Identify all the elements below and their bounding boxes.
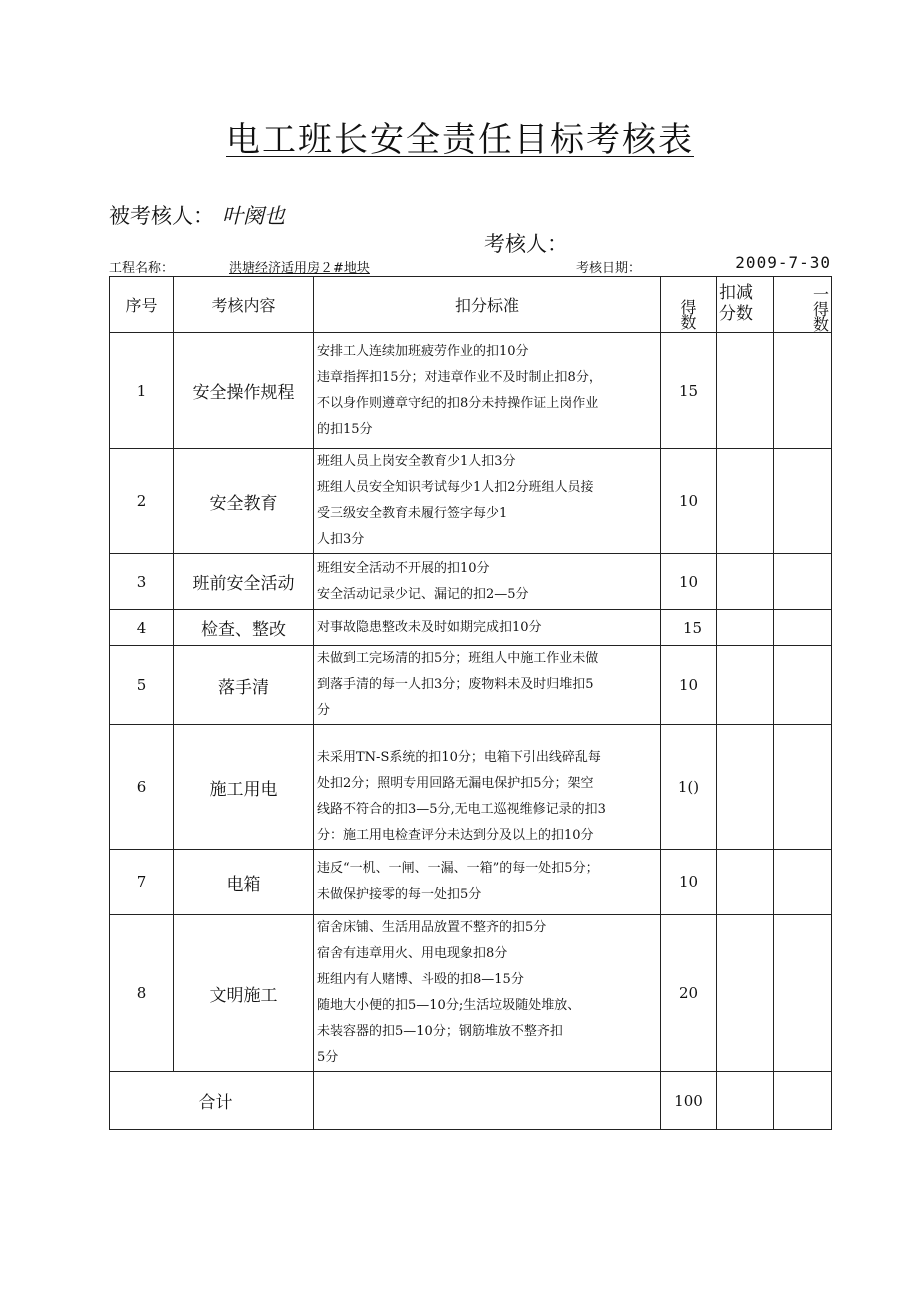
criteria-line: 违反“一机、一闸、一漏、一箱”的每一处扣5分； — [317, 861, 599, 876]
criteria-line: 人扣3分 — [317, 532, 365, 547]
row-actual-cell — [774, 725, 832, 850]
assessment-table — [109, 276, 832, 1130]
row-content: 电箱 — [174, 850, 314, 915]
row-seq: 6 — [110, 725, 174, 850]
row-score: 15 — [661, 333, 717, 449]
header-deduct-line1: 扣减 — [719, 283, 753, 303]
header-score-line2: 数 — [680, 313, 697, 332]
criteria-line: 未采用TN-S系统的扣10分；电箱下引出线碎乱每 — [317, 750, 601, 765]
table-row — [110, 554, 832, 610]
row-seq: 8 — [110, 915, 174, 1072]
row-content: 文明施工 — [174, 915, 314, 1072]
criteria-line: 班组内有人赌博、斗殴的扣8—15分 — [317, 972, 524, 987]
criteria-line: 处扣2分；照明专用回路无漏电保护扣5分；架空 — [317, 776, 594, 791]
row-criteria — [314, 449, 661, 554]
criteria-line: 受三级安全教育未履行签字每少1 — [317, 506, 508, 521]
criteria-line: 班组安全活动不开展的扣10分 — [317, 560, 490, 576]
header-deduct — [717, 277, 774, 333]
total-actual-cell — [774, 1072, 832, 1130]
criteria-line: 未做到工完场清的扣5分；班组人中施工作业未做 — [317, 651, 599, 666]
criteria-line: 5分 — [317, 1050, 339, 1065]
row-actual-cell — [774, 610, 832, 646]
header-content: 考核内容 — [174, 277, 314, 333]
criteria-line: 安全活动记录少记、漏记的扣2—5分 — [317, 586, 529, 602]
criteria-line: 到落手清的每一人扣3分；废物料未及时归堆扣5 — [317, 677, 594, 692]
table-row — [110, 333, 832, 449]
row-deduct-cell — [717, 333, 774, 449]
row-criteria — [314, 725, 661, 850]
row-criteria — [314, 915, 661, 1072]
row-content: 检查、整改 — [174, 610, 314, 646]
row-content: 班前安全活动 — [174, 554, 314, 610]
assessee-signature: 叶阕也 — [222, 204, 285, 228]
header-seq: 序号 — [110, 277, 174, 333]
table-header-row — [110, 277, 832, 333]
table-row — [110, 850, 832, 915]
row-deduct-cell — [717, 449, 774, 554]
total-score: 100 — [661, 1072, 717, 1130]
criteria-line: 违章指挥扣15分；对违章作业不及时制止扣8分， — [317, 369, 602, 385]
total-label: 合计 — [110, 1072, 314, 1130]
total-deduct-cell — [717, 1072, 774, 1130]
header-criteria: 扣分标准 — [314, 277, 661, 333]
row-deduct-cell — [717, 725, 774, 850]
row-seq: 5 — [110, 646, 174, 725]
table-row — [110, 915, 832, 1072]
project-name: 洪塘经济适用房２#地块 — [229, 261, 370, 276]
criteria-line: 分 — [317, 703, 331, 718]
row-seq: 4 — [110, 610, 174, 646]
project-info-row — [109, 255, 831, 275]
row-seq: 3 — [110, 554, 174, 610]
table-row — [110, 610, 832, 646]
criteria-line: 分：施工用电检查评分未达到分及以上的扣10分 — [317, 828, 594, 843]
assessee-label: 被考核人： — [109, 204, 214, 228]
row-actual-cell — [774, 850, 832, 915]
date-value: 2009-7-30 — [735, 253, 831, 272]
criteria-line: 的扣15分 — [317, 421, 373, 437]
row-content: 落手清 — [174, 646, 314, 725]
row-actual-cell — [774, 449, 832, 554]
row-content: 安全操作规程 — [174, 333, 314, 449]
row-criteria — [314, 646, 661, 725]
document-title: 电工班长安全责任目标考核表 — [226, 120, 694, 160]
row-criteria — [314, 610, 661, 646]
row-score: 10 — [661, 554, 717, 610]
row-content: 安全教育 — [174, 449, 314, 554]
table-row — [110, 725, 832, 850]
row-criteria — [314, 333, 661, 449]
table-row — [110, 449, 832, 554]
row-content: 施工用电 — [174, 725, 314, 850]
row-criteria — [314, 850, 661, 915]
row-criteria — [314, 554, 661, 610]
header-score-line1: 得 — [680, 298, 697, 317]
assessor-label: 考核人： — [484, 232, 568, 256]
criteria-line: 班组人员安全知识考试每少1人扣2分班组人员接 — [317, 480, 594, 495]
criteria-line: 安排工人连续加班疲劳作业的扣10分 — [317, 343, 529, 359]
project-label: 工程名称： — [109, 261, 175, 276]
date-label: 考核日期： — [576, 261, 642, 276]
header-actual-line1: 得 — [812, 300, 829, 319]
header-deduct-line2: 分数 — [719, 304, 753, 324]
header-score — [661, 277, 717, 333]
criteria-line: 线路不符合的扣3—5分,无电工巡视维修记录的扣3 — [317, 802, 606, 817]
criteria-line: 宿舍有违章用火、用电现象扣8分 — [317, 946, 508, 961]
header-actual-line2: 数 — [812, 315, 829, 334]
criteria-line: 未做保护接零的每一处扣5分 — [317, 887, 482, 902]
row-deduct-cell — [717, 850, 774, 915]
row-score: 1() — [661, 725, 717, 850]
criteria-line: 不以身作则遵章守纪的扣8分未持操作证上岗作业 — [317, 395, 599, 411]
row-actual-cell — [774, 333, 832, 449]
total-row — [110, 1072, 832, 1130]
row-deduct-cell — [717, 646, 774, 725]
criteria-line: 宿舍床铺、生活用品放置不整齐的扣5分 — [317, 920, 547, 935]
criteria-line: 对事故隐患整改未及时如期完成扣10分 — [317, 619, 542, 635]
row-seq: 2 — [110, 449, 174, 554]
row-deduct-cell — [717, 610, 774, 646]
row-score: 10 — [661, 449, 717, 554]
total-criteria-cell — [314, 1072, 661, 1130]
row-actual-cell — [774, 554, 832, 610]
row-actual-cell — [774, 915, 832, 1072]
row-deduct-cell — [717, 554, 774, 610]
row-seq: 1 — [110, 333, 174, 449]
table-row — [110, 646, 832, 725]
row-deduct-cell — [717, 915, 774, 1072]
row-seq: 7 — [110, 850, 174, 915]
row-score: 15 — [661, 610, 717, 646]
header-actual-line0: 一 — [812, 285, 829, 304]
criteria-line: 未装容器的扣5—10分；钢筋堆放不整齐扣 — [317, 1024, 563, 1039]
row-score: 10 — [661, 850, 717, 915]
row-score: 10 — [661, 646, 717, 725]
row-actual-cell — [774, 646, 832, 725]
criteria-line: 随地大小便的扣5—10分;生活垃圾随处堆放、 — [317, 998, 581, 1013]
header-actual-score — [774, 277, 832, 333]
row-score: 20 — [661, 915, 717, 1072]
criteria-line: 班组人员上岗安全教育少1人扣3分 — [317, 454, 516, 469]
assessee-line — [109, 200, 285, 230]
